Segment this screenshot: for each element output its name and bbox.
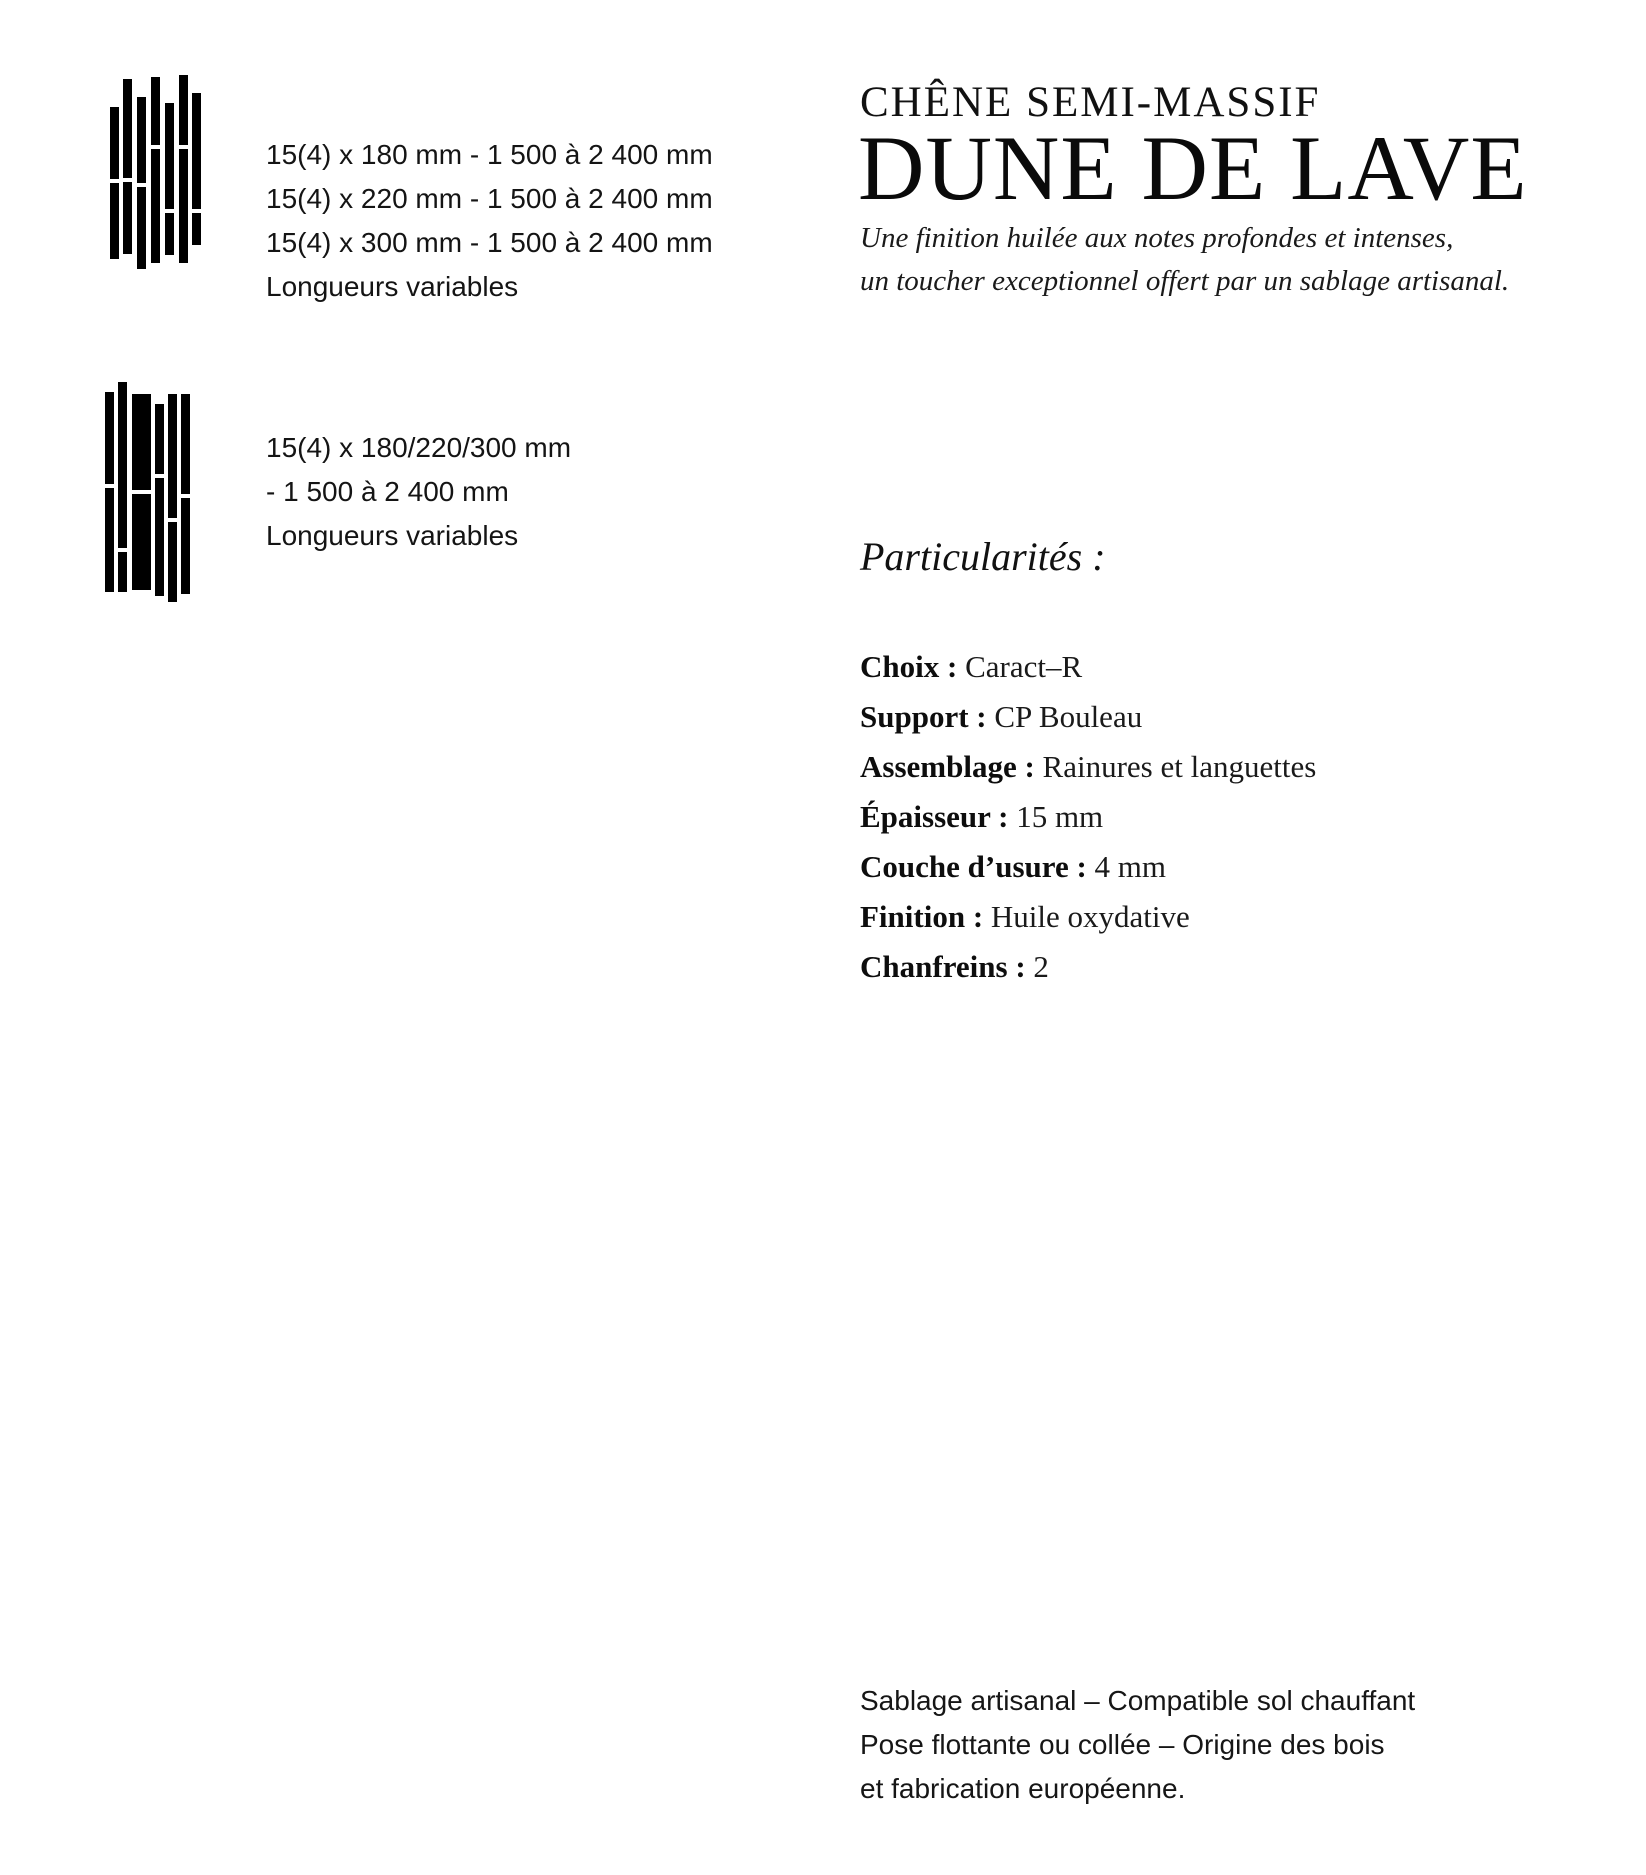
footer-line: Pose flottante ou collée – Origine des bois (860, 1729, 1385, 1760)
property-value: Rainures et languettes (1042, 749, 1317, 784)
property-label: Couche d’usure : (860, 849, 1087, 884)
property-value: Caract–R (965, 649, 1083, 684)
property-row (860, 742, 1316, 792)
property-label: Support : (860, 699, 987, 734)
format-line: Longueurs variables (266, 271, 519, 302)
property-label: Choix : (860, 649, 958, 684)
footer-line: et fabrication européenne. (860, 1773, 1186, 1804)
product-tagline (860, 217, 1509, 303)
property-label: Finition : (860, 899, 984, 934)
format-line: - 1 500 à 2 400 mm (266, 476, 509, 507)
format-line: 15(4) x 220 mm - 1 500 à 2 400 mm (266, 183, 713, 214)
property-value: 2 (1033, 949, 1049, 984)
plank-pattern-icon (106, 73, 202, 269)
property-row (860, 942, 1316, 992)
product-name: DUNE DE LAVE (858, 117, 1528, 219)
format-line: 15(4) x 300 mm - 1 500 à 2 400 mm (266, 227, 713, 258)
format-line: 15(4) x 180/220/300 mm (266, 432, 572, 463)
property-label: Épaisseur : (860, 799, 1009, 834)
format-b-specs (266, 426, 571, 558)
format-line: Longueurs variables (266, 520, 519, 551)
property-label: Assemblage : (860, 749, 1035, 784)
property-row (860, 842, 1316, 892)
mixed-width-plank-pattern-icon (102, 378, 198, 604)
property-label: Chanfreins : (860, 949, 1026, 984)
property-row (860, 642, 1316, 692)
particularites-list (860, 642, 1316, 992)
property-row (860, 892, 1316, 942)
property-value: CP Bouleau (994, 699, 1143, 734)
product-features-footer (860, 1679, 1415, 1811)
property-value: Huile oxydative (990, 899, 1190, 934)
property-value: 15 mm (1016, 799, 1104, 834)
property-row (860, 792, 1316, 842)
tagline-line: un toucher exceptionnel offert par un sablage artisanal. (860, 265, 1510, 297)
footer-line: Sablage artisanal – Compatible sol chauffant (860, 1685, 1416, 1716)
property-row (860, 692, 1316, 742)
property-value: 4 mm (1094, 849, 1167, 884)
product-category: CHÊNE SEMI-MASSIF (860, 79, 1321, 126)
particularites-heading: Particularités : (860, 534, 1106, 579)
format-a-specs (266, 133, 713, 309)
tagline-line: Une finition huilée aux notes profondes et intenses, (860, 222, 1454, 254)
format-line: 15(4) x 180 mm - 1 500 à 2 400 mm (266, 139, 713, 170)
